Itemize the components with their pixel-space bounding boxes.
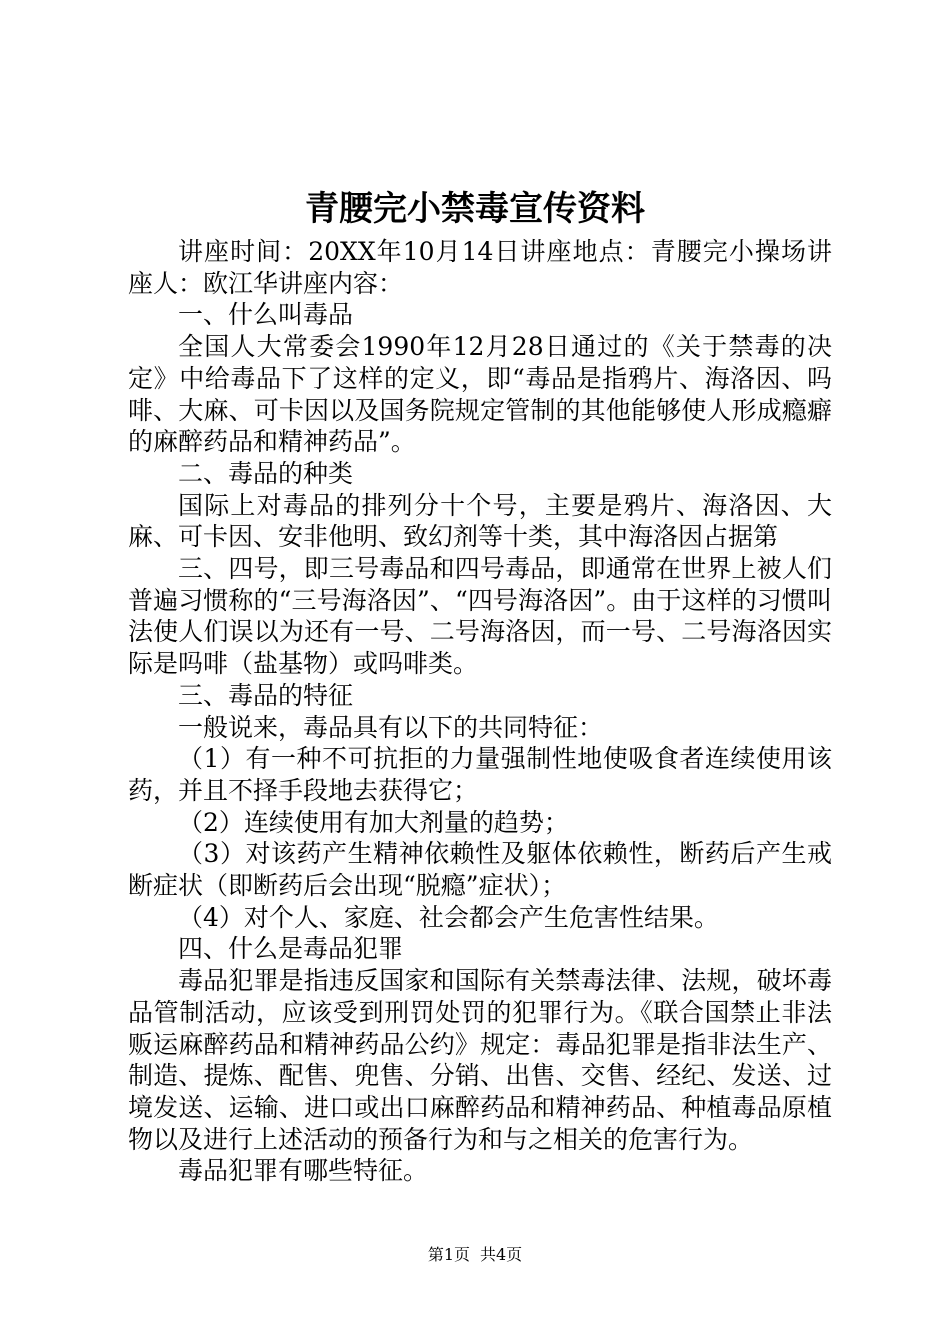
- paragraph-heroin-numbers: 三、四号，即三号毒品和四号毒品，即通常在世界上被人们普遍习惯称的“三号海洛因”、“四号海洛因”。由于这样的习惯叫法使人们误以为还有一号、二号海洛因，而一号、二号海洛因实际是吗啡（盐基物）或吗啡类。: [128, 554, 832, 679]
- list-item-feature-4: （4）对个人、家庭、社会都会产生危害性结果。: [178, 902, 719, 932]
- document-body: [128, 236, 832, 1187]
- heading-drug-features: 三、毒品的特征: [178, 680, 354, 710]
- list-item-feature-1: （1）有一种不可抗拒的力量强制性地使吸食者连续使用该药，并且不择手段地去获得它；: [128, 744, 832, 805]
- paragraph-drug-crime: 毒品犯罪是指违反国家和国际有关禁毒法律、法规，破坏毒品管制活动，应该受到刑罚处罚的犯罪行为。《联合国禁止非法贩运麻醉药品和精神药品公约》规定：毒品犯罪是指非法生产、制造、提炼、配售、兜售、分销、出售、交售、经纪、发送、过境发送、运输、进口或出口麻醉药品和精神药品、种植毒品原植物以及进行上述活动的预备行为和与之相关的危害行为。: [128, 966, 832, 1154]
- paragraph-crime-features: 毒品犯罪有哪些特征。: [178, 1156, 429, 1186]
- list-item-feature-3: （3）对该药产生精神依赖性及躯体依赖性，断药后产生戒断症状（即断药后会出现“脱瘾”症状）；: [128, 839, 832, 901]
- list-item-feature-2: （2）连续使用有加大剂量的趋势；: [178, 807, 569, 837]
- page-total: 共4页: [480, 1245, 523, 1264]
- heading-drug-crime: 四、什么是毒品犯罪: [178, 934, 404, 964]
- paragraph-drug-types: 国际上对毒品的排列分十个号，主要是鸦片、海洛因、大麻、可卡因、安非他明、致幻剂等十类，其中海洛因占据第: [128, 490, 832, 552]
- paragraph-features-intro: 一般说来，毒品具有以下的共同特征：: [178, 712, 604, 742]
- heading-drug-types: 二、毒品的种类: [178, 458, 354, 488]
- paragraph-lecture-info: 讲座时间：20XX年10月14日讲座地点：青腰完小操场讲座人：欧江华讲座内容：: [128, 237, 832, 298]
- heading-what-is-drug: 一、什么叫毒品: [178, 300, 354, 330]
- page-number: 第1页: [427, 1245, 470, 1264]
- paragraph-drug-definition: 全国人大常委会1990年12月28日通过的《关于禁毒的决定》中给毒品下了这样的定义，即“毒品是指鸦片、海洛因、吗啡、大麻、可卡因以及国务院规定管制的其他能够使人形成瘾癖的麻醉药品和精神药品”。: [128, 332, 832, 457]
- document-title: 青腰完小禁毒宣传资料: [305, 189, 645, 229]
- page-footer: [0, 1244, 950, 1266]
